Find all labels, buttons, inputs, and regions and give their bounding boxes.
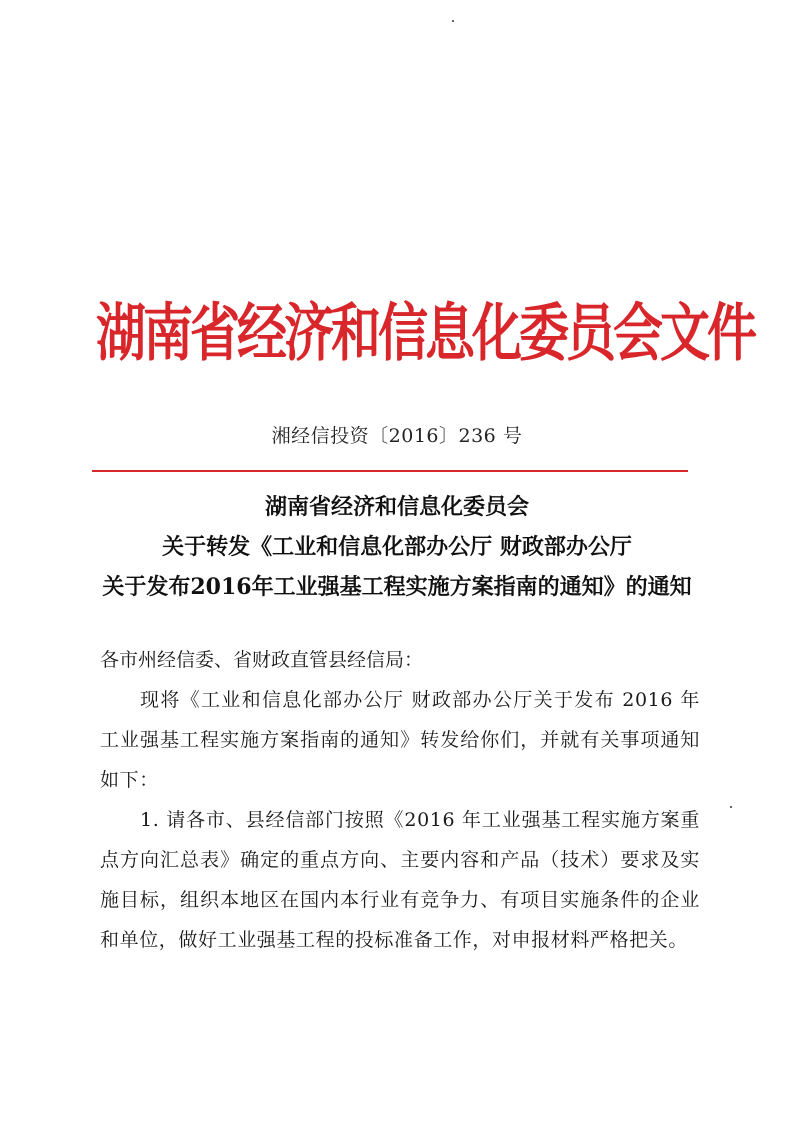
document-title xyxy=(60,487,734,607)
title-line-1: 湖南省经济和信息化委员会 xyxy=(264,494,529,520)
title-line-3: 关于发布2016年工业强基工程实施方案指南的通知》的通知 xyxy=(102,574,692,600)
red-divider-line xyxy=(92,470,688,472)
paragraph-intro: 现将《工业和信息化部办公厅 财政部办公厅关于发布 2016 年工业强基工程实施方案指南的通知》转发给你们，并就有关事项通知如下： xyxy=(100,689,700,791)
document-body xyxy=(100,640,700,960)
paragraph-item-1: 1. 请各市、县经信部门按照《2016 年工业强基工程实施方案重点方向汇总表》确定的重点方向、主要内容和产品（技术）要求及实施目标，组织本地区在国内本行业有竞争力、有项目实施条件的企业和单位，做好工业强基工程的投标准备工作，对申报材料严格把关。 xyxy=(100,809,700,951)
title-line-2: 关于转发《工业和信息化部办公厅 财政部办公厅 xyxy=(162,534,632,560)
scan-speck-right xyxy=(730,806,732,808)
salutation: 各市州经信委、省财政直管县经信局： xyxy=(100,649,424,671)
masthead-title: 湖南省经济和信息化委员会文件 xyxy=(96,296,754,370)
scan-speck-top xyxy=(452,20,454,22)
document-number: 湘经信投资〔2016〕236 号 xyxy=(271,425,523,447)
